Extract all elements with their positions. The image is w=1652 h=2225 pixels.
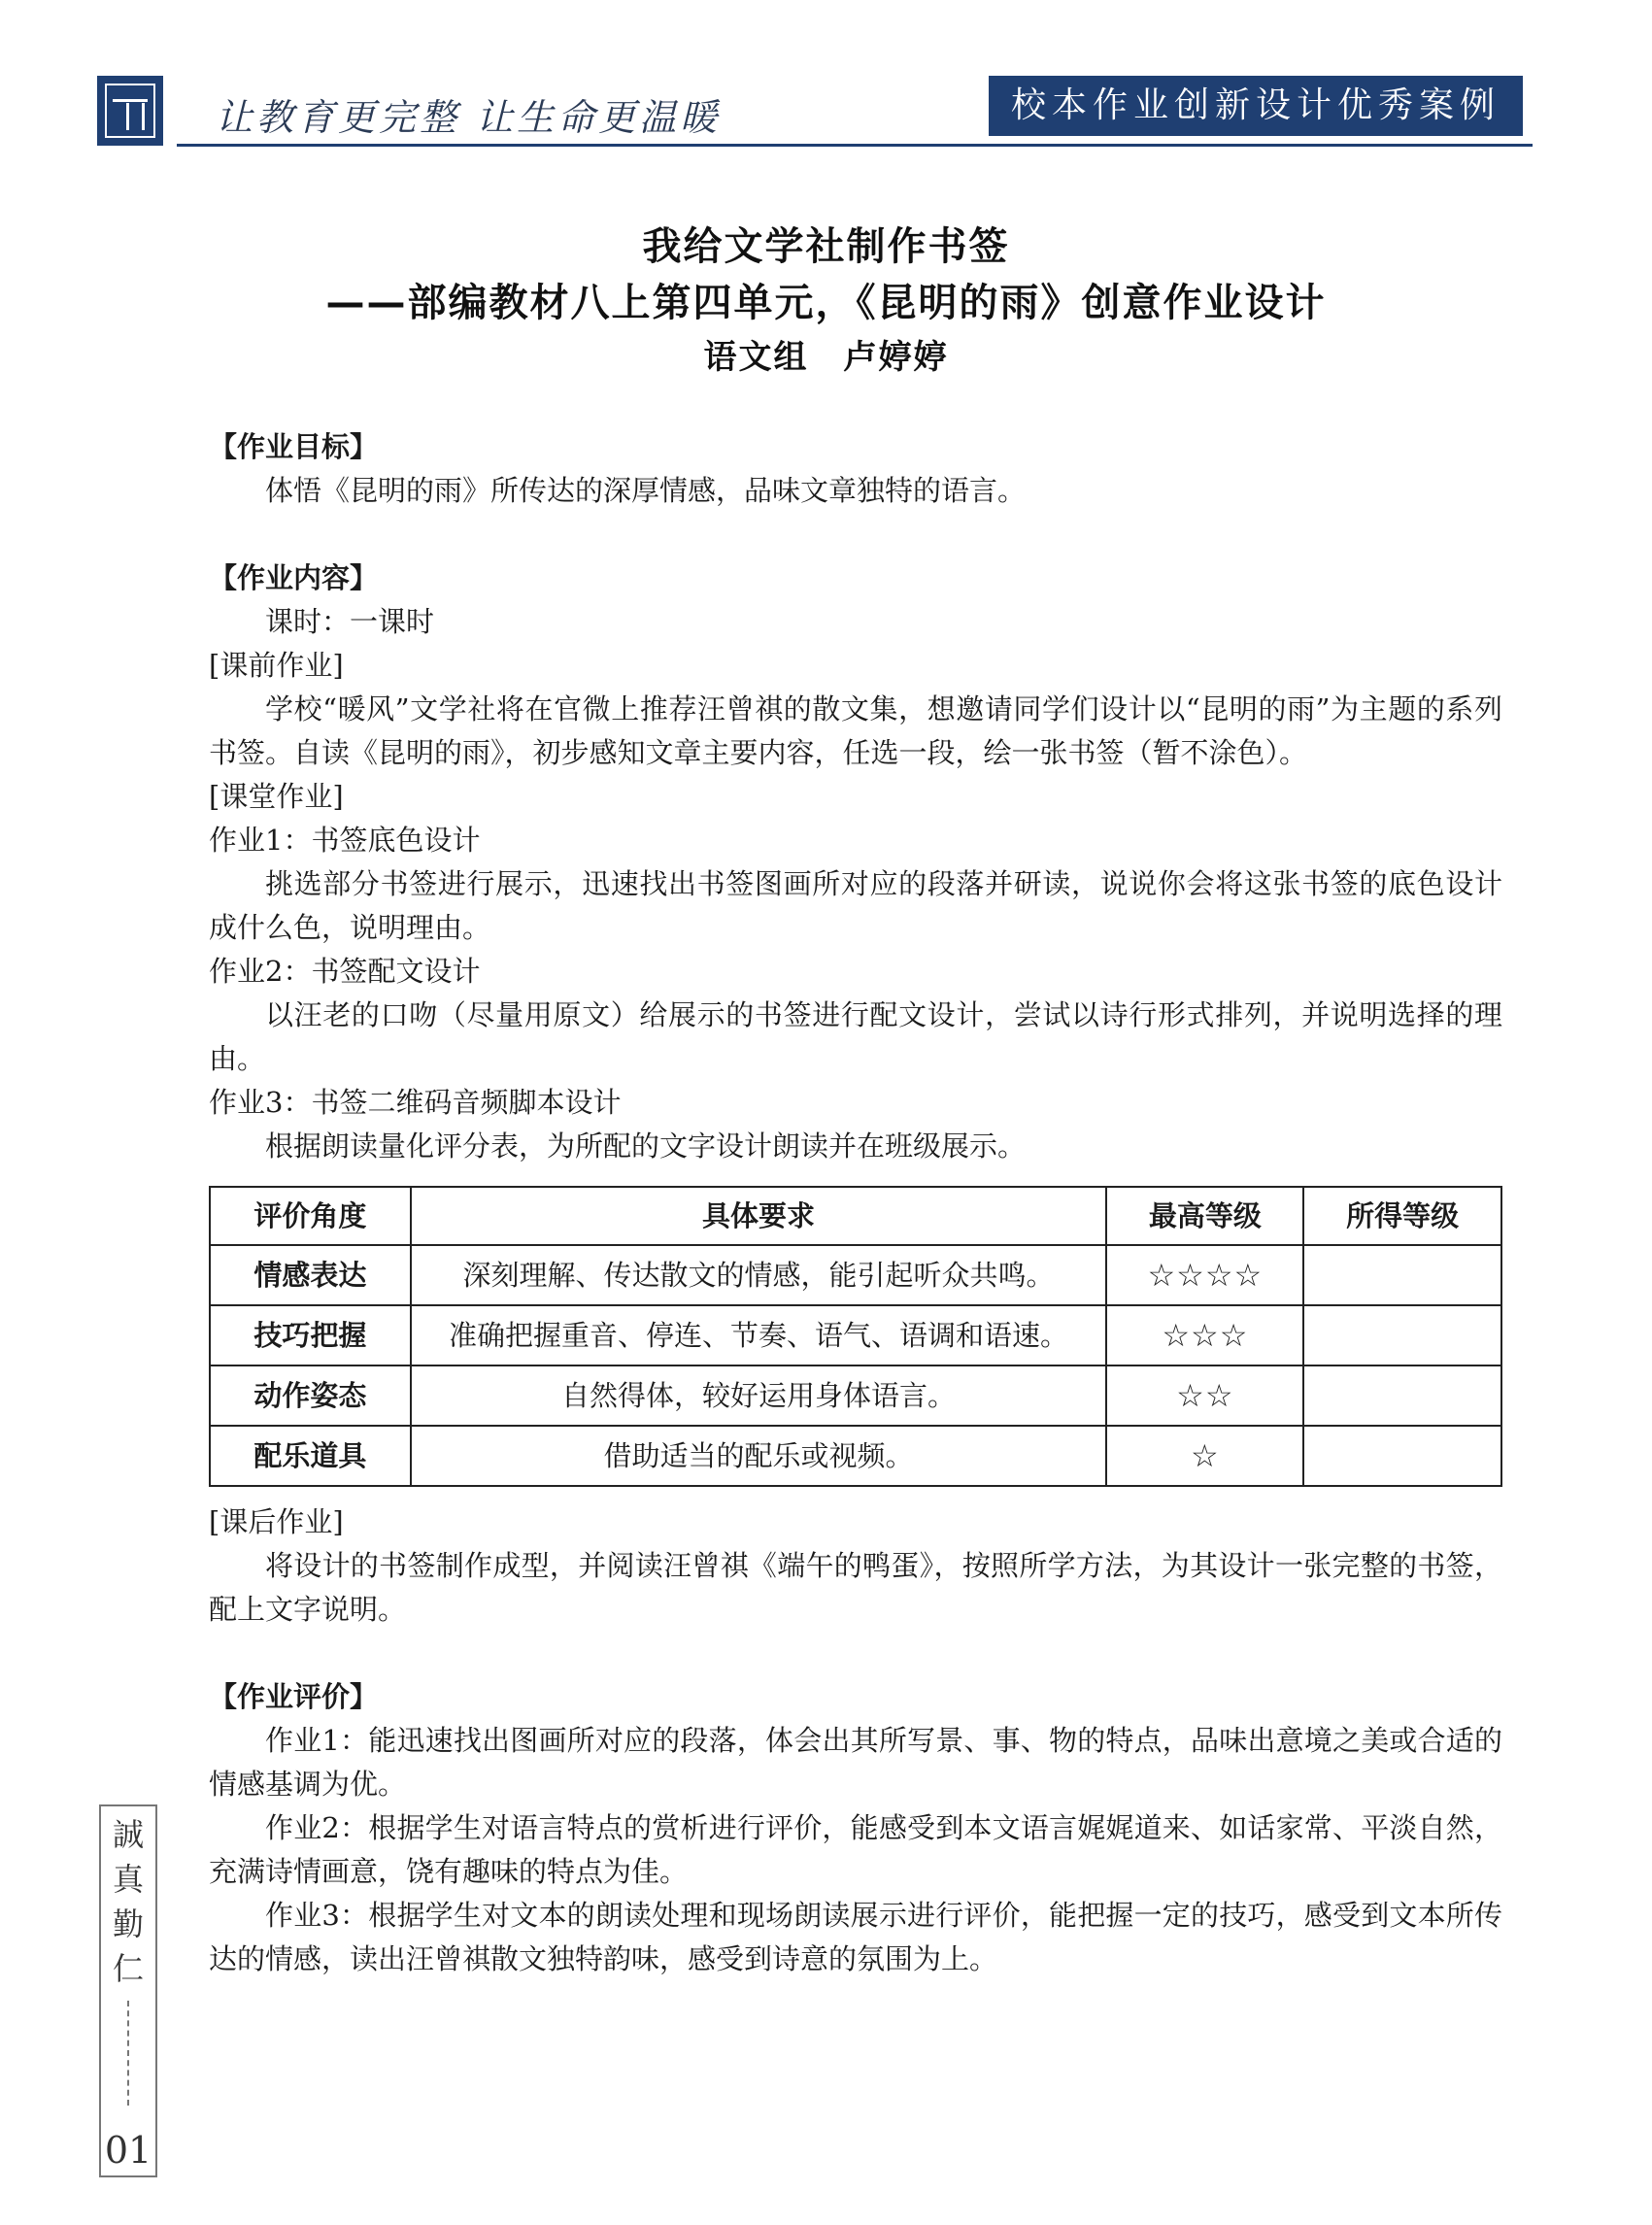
evaluation-heading: 【作业评价】 xyxy=(209,1680,379,1713)
row-max-stars: ☆☆ xyxy=(1106,1365,1303,1426)
evaluation-item: 作业1：能迅速找出图画所对应的段落，体会出其所写景、事、物的特点，品味出意境之美或合适的情感基调为优。 xyxy=(209,1724,1502,1801)
evaluation-item: 作业3：根据学生对文本的朗读处理和现场朗读展示进行评价，能把握一定的技巧，感受到文本所传达的情感，读出汪曾祺散文独特韵味，感受到诗意的氛围为上。 xyxy=(209,1899,1502,1975)
school-logo-icon xyxy=(97,76,163,146)
pre-class-label: [课前作业] xyxy=(209,649,344,682)
document-body xyxy=(209,425,1502,1981)
row-score xyxy=(1303,1305,1501,1365)
task3-text: 根据朗读量化评分表，为所配的文字设计朗读并在班级展示。 xyxy=(265,1129,1027,1163)
header-slogan: 让教育更完整 让生命更温暖 xyxy=(216,96,722,139)
table-row xyxy=(210,1426,1501,1486)
header-divider xyxy=(177,144,1533,147)
in-class-label: [课堂作业] xyxy=(209,780,344,813)
page-subtitle: ——部编教材八上第四单元，《昆明的雨》创意作业设计 xyxy=(325,281,1327,325)
task2-title: 作业2：书签配文设计 xyxy=(209,955,481,988)
goal-heading: 【作业目标】 xyxy=(209,430,379,463)
reading-rubric-table xyxy=(209,1186,1502,1487)
task2-text: 以汪老的口吻（尽量用原文）给展示的书签进行配文设计，尝试以诗行形式排列，并说明选择的理由。 xyxy=(209,998,1502,1075)
task3-title: 作业3：书签二维码音频脚本设计 xyxy=(209,1086,622,1119)
content-heading: 【作业内容】 xyxy=(209,561,379,594)
row-max-stars: ☆ xyxy=(1106,1426,1303,1486)
after-class-label: [课后作业] xyxy=(209,1505,344,1538)
author-line: 语文组 卢婷婷 xyxy=(703,338,949,377)
page-title: 我给文学社制作书签 xyxy=(642,224,1010,269)
row-dimension: 技巧把握 xyxy=(210,1305,411,1365)
class-period: 课时：一课时 xyxy=(265,605,435,638)
side-dashed-line xyxy=(127,2001,129,2106)
evaluation-item: 作业2：根据学生对语言特点的赏析进行评价，能感受到本文语言娓娓道来、如话家常、平淡自然，充满诗情画意，饶有趣味的特点为佳。 xyxy=(209,1811,1502,1888)
row-dimension: 动作姿态 xyxy=(210,1365,411,1426)
row-requirement: 准确把握重音、停连、节奏、语气、语调和语速。 xyxy=(411,1305,1107,1365)
row-score xyxy=(1303,1365,1501,1426)
row-max-stars: ☆☆☆☆ xyxy=(1106,1245,1303,1305)
page-number: 01 xyxy=(104,2129,152,2172)
motto-char: 勤 xyxy=(112,1905,144,1942)
row-requirement: 自然得体，较好运用身体语言。 xyxy=(411,1365,1107,1426)
row-max-stars: ☆☆☆ xyxy=(1106,1305,1303,1365)
goal-text: 体悟《昆明的雨》所传达的深厚情感，品味文章独特的语言。 xyxy=(265,474,1027,507)
row-dimension: 配乐道具 xyxy=(210,1426,411,1486)
header-dimension: 评价角度 xyxy=(210,1187,411,1245)
row-dimension: 情感表达 xyxy=(210,1245,411,1305)
side-motto xyxy=(101,1812,155,1991)
series-title-banner: 校本作业创新设计优秀案例 xyxy=(989,76,1523,136)
row-score xyxy=(1303,1245,1501,1305)
row-requirement: 深刻理解、传达散文的情感，能引起听众共鸣。 xyxy=(411,1245,1107,1305)
task1-text: 挑选部分书签进行展示，迅速找出书签图画所对应的段落并研读，说说你会将这张书签的底色设计成什么色，说明理由。 xyxy=(209,867,1502,944)
motto-char: 誠 xyxy=(112,1816,144,1853)
motto-char: 仁 xyxy=(112,1950,144,1987)
motto-char: 真 xyxy=(112,1861,144,1898)
pre-class-text: 学校“暖风”文学社将在官微上推荐汪曾祺的散文集，想邀请同学们设计以“昆明的雨”为主题的系列书签。自读《昆明的雨》，初步感知文章主要内容，任选一段，绘一张书签（暂不涂色）。 xyxy=(209,692,1502,769)
after-class-text: 将设计的书签制作成型，并阅读汪曾祺《端午的鸭蛋》，按照所学方法，为其设计一张完整的书签，配上文字说明。 xyxy=(209,1549,1502,1626)
header-requirement: 具体要求 xyxy=(411,1187,1107,1245)
table-header-row xyxy=(210,1187,1501,1245)
table-row xyxy=(210,1305,1501,1365)
header-max-level: 最高等级 xyxy=(1106,1187,1303,1245)
row-score xyxy=(1303,1426,1501,1486)
side-motto-box xyxy=(99,1804,157,2177)
table-row xyxy=(210,1365,1501,1426)
row-requirement: 借助适当的配乐或视频。 xyxy=(411,1426,1107,1486)
header-score: 所得等级 xyxy=(1303,1187,1501,1245)
table-row xyxy=(210,1245,1501,1305)
task1-title: 作业1：书签底色设计 xyxy=(209,824,481,857)
